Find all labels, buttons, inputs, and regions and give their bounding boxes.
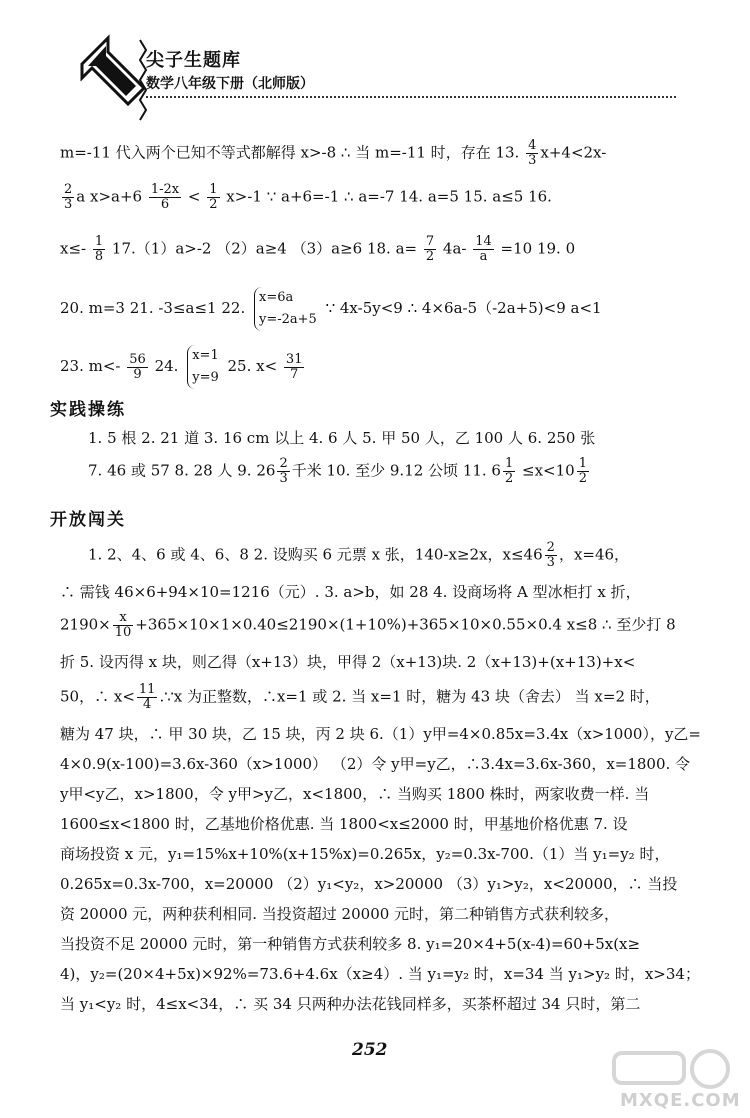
answer-line: 折 5. 设丙得 x 块，则乙得（x+13）块，甲得 2（x+13)块. 2（x+13)+(x+13)+x< (60, 653, 636, 671)
denominator: 2 (504, 471, 514, 486)
text-run: 23. m<- (60, 357, 126, 375)
fraction (545, 541, 557, 570)
fraction (577, 457, 589, 486)
system-row: x=6a (258, 290, 294, 305)
numerator: 7 (425, 234, 435, 249)
book-subtitle: 数学八年级下册（北师版） (146, 76, 314, 92)
text-run: 2190× (60, 615, 111, 634)
text-run: ∵ 4x-5y<9 ∴ 4×6a-5（-2a+5)<9 a<1 (320, 299, 602, 317)
answer-line (60, 183, 552, 212)
denominator: 6 (160, 197, 170, 212)
denominator: 8 (94, 249, 104, 264)
fraction (113, 611, 134, 640)
denominator: 9 (133, 366, 142, 382)
answer-line (60, 611, 676, 640)
answer-line: 1600≤x<1800 时，乙基地价格优惠. 当 1800<x≤2000 时，甲基地价格优惠 7. 设 (60, 815, 628, 833)
numerator: 1 (578, 456, 587, 471)
fraction (207, 183, 219, 212)
numerator: 14 (475, 234, 492, 249)
numerator: 1 (504, 456, 514, 471)
numerator: 2 (64, 182, 73, 197)
numerator: 31 (285, 351, 303, 367)
text-run: 4a- (438, 239, 472, 258)
answer-line (88, 457, 591, 486)
text-run: =10 19. 0 (495, 239, 576, 258)
fraction (127, 353, 148, 382)
text-run: .∵x 为正整数，∴x=1 或 2. 当 x=1 时，糖为 43 块（舍去） 当 x=2 时， (159, 687, 660, 706)
denominator: 2 (209, 197, 218, 212)
system-row: y=9 (192, 370, 219, 385)
text-run: 1. 2、4、6 或 4、6、8 2. 设购买 6 元票 x 张，140-x≥2x，x≤46 (88, 545, 543, 564)
fraction (526, 139, 538, 168)
numerator: 1 (94, 234, 104, 249)
answer-line: ∴ 需钱 46×6+94×10=1216（元）. 3. a>b，如 28 4. 设商场将 A 型冰柜打 x 折， (60, 583, 641, 601)
numerator: x (113, 611, 134, 626)
watermark-text: MXQE.COM (620, 1090, 741, 1111)
denominator: 7 (290, 366, 299, 382)
answer-line: 4)，y₂=(20×4+5x)×92%=73.6+4.6x（x≥4）. 当 y₁=y₂ 时，x=34 当 y₁>y₂ 时，x>34； (60, 965, 700, 983)
section-heading: 开放闯关 (50, 510, 126, 530)
denominator: 3 (528, 153, 537, 168)
text-run: 50，∴ x< (60, 687, 135, 706)
answer-line: 1. 5 根 2. 21 道 3. 16 cm 以上 4. 6 人 5. 甲 50 人，乙 100 人 6. 250 张 (88, 429, 596, 447)
equation-system (187, 345, 219, 389)
denominator: 4 (143, 697, 152, 712)
denominator: 3 (279, 471, 288, 486)
numerator: 11 (138, 682, 156, 697)
denominator: a (479, 249, 488, 264)
text-run: ，x=46， (558, 545, 630, 564)
page-header (0, 0, 750, 130)
equation-system (254, 287, 317, 331)
numerator: 56 (129, 351, 146, 367)
arrow-logo-icon (74, 34, 154, 124)
fraction (424, 235, 436, 264)
section-heading: 实践操练 (50, 400, 126, 420)
denominator: 2 (425, 249, 435, 264)
fraction (277, 457, 289, 486)
text-run: 千米 10. 至少 9.12 公顷 11. 6 (291, 461, 501, 480)
page-number: 252 (352, 1040, 388, 1060)
fraction (62, 183, 74, 212)
text-run: a x>a+6 (76, 187, 147, 206)
text-run: 25. x< (222, 357, 282, 375)
fraction (503, 457, 515, 486)
answer-line: 资 20000 元，两种获利相同. 当投资超过 20000 元时，第二种销售方式获利较多， (60, 905, 620, 923)
text-run: x>-1 ∵ a+6=-1 ∴ a=-7 14. a=5 15. a≤5 16. (221, 187, 552, 206)
answer-line: 4×0.9(x-100)=3.6x-360（x>1000） （2）令 y甲=y乙，∴3.4x=3.6x-360，x=1800. 令 (60, 755, 691, 773)
numerator: 2 (279, 456, 288, 471)
denominator: 3 (546, 555, 555, 570)
book-title: 尖子生题库 (146, 50, 241, 71)
text-run: ≤x<10 (517, 461, 575, 480)
answer-line (60, 287, 602, 331)
text-run: +365×10×1×0.40≤2190×(1+10%)+365×10×0.55×0.4 x≤8 ∴ 至少打 8 (135, 615, 676, 634)
denominator: 3 (64, 197, 73, 212)
answer-line (60, 235, 575, 264)
fraction (149, 183, 181, 212)
fraction (473, 235, 494, 264)
header-divider (146, 96, 676, 98)
text-run: 7. 46 或 57 8. 28 人 9. 26 (88, 461, 276, 480)
answer-line: y甲<y乙，x>1800，令 y甲>y乙，x<1800，∴ 当购买 1800 株时，两家收费一样. 当 (60, 785, 650, 803)
answer-line: 糖为 47 块，∴ 甲 30 块，乙 15 块，丙 2 块 6.（1）y甲=4×0.85x=3.4x（x>1000），y乙= (60, 725, 701, 743)
denominator: 2 (578, 471, 587, 486)
system-row: y=-2a+5 (258, 312, 317, 327)
answer-line: 商场投资 x 元，y₁=15%x+10%(x+15%x)=0.265x，y₂=0.3x-700.（1）当 y₁=y₂ 时， (60, 845, 670, 863)
answer-line: 当投资不足 20000 元时，第一种销售方式获利较多 8. y₁=20×4+5(x-4)=60+5x(x≥ (60, 935, 641, 953)
text-run: 20. m=3 21. -3≤a≤1 22. (60, 299, 250, 317)
fraction (284, 353, 305, 382)
answer-line: 当 y₁<y₂ 时，4≤x<34，∴ 买 34 只两种办法花钱同样多，买茶杯超过 34 只时，第二 (60, 995, 641, 1013)
text-run: 17.（1）a>-2 （2）a≥4 （3）a≥6 18. a= (107, 239, 422, 258)
system-row: x=1 (192, 348, 219, 363)
text-run: x+4<2x- (540, 143, 607, 162)
answer-line: 0.265x=0.3x-700，x=20000 （2）y₁<y₂，x>20000 （3）y₁>y₂，x<20000，∴ 当投 (60, 875, 678, 893)
denominator: 10 (114, 625, 132, 640)
answer-line (60, 139, 606, 168)
fraction (93, 235, 105, 264)
answer-line (60, 683, 660, 712)
numerator: 1 (209, 182, 218, 197)
numerator: 4 (528, 138, 537, 153)
numerator: 2 (546, 540, 555, 555)
text-run: x≤- (60, 239, 91, 258)
text-run: m=-11 代入两个已知不等式都解得 x>-8 ∴ 当 m=-11 时，存在 13. (60, 143, 525, 162)
answer-line (88, 541, 629, 570)
answer-line (60, 345, 306, 389)
text-run: < (183, 187, 206, 206)
text-run: 24. (149, 357, 184, 375)
fraction (137, 683, 158, 712)
numerator: 1-2x (150, 182, 180, 197)
